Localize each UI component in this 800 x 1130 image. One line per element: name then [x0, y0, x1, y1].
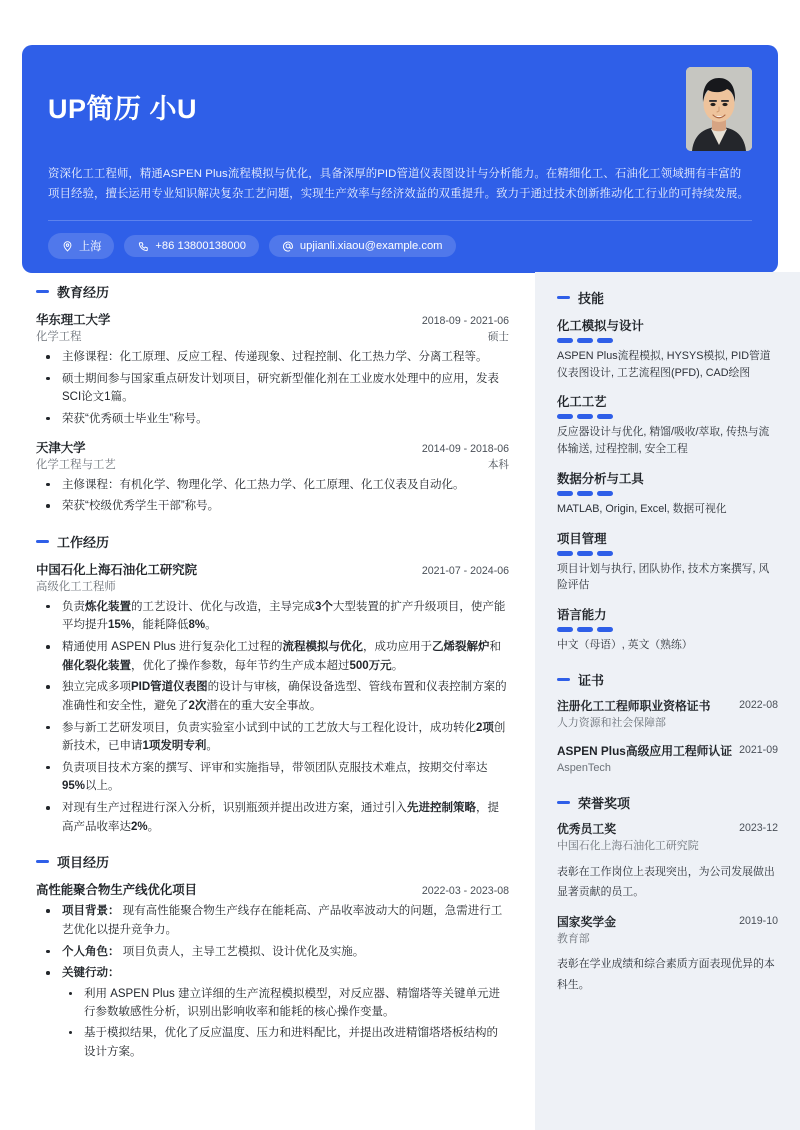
school-name: 华东理工大学	[36, 313, 111, 327]
list-item: 荣获“优秀硕士毕业生”称号。	[36, 410, 509, 429]
section-title-work	[36, 532, 509, 551]
skill-name: 化工模拟与设计	[557, 319, 644, 333]
resume-body	[0, 272, 800, 1130]
award-head	[557, 914, 778, 931]
award-head	[557, 821, 778, 838]
avatar-photo-icon	[686, 67, 752, 151]
list-item: 荣获“校级优秀学生干部”称号。	[36, 497, 509, 516]
resume-header	[22, 45, 778, 273]
skill-item	[557, 392, 778, 457]
major-name: 化学工程与工艺	[36, 458, 116, 471]
section-dash-icon	[36, 860, 49, 863]
skill-level-bars	[557, 338, 778, 343]
skill-item	[557, 529, 778, 594]
award-date: 2023-12	[739, 822, 778, 834]
list-item: 对现有生产过程进行深入分析，识别瓶颈并提出改进方案，通过引入先进控制策略，提高产品收率达2%。	[36, 799, 509, 836]
skill-bar-segment	[597, 551, 613, 556]
header-top-row	[48, 67, 752, 151]
education-entry	[36, 310, 509, 429]
certificate-head	[557, 698, 778, 715]
skill-bar-segment	[597, 491, 613, 496]
education-date: 2014-09 - 2018-06	[421, 442, 509, 455]
sidebar-section-certificates	[557, 670, 778, 777]
sidebar-column	[535, 272, 800, 1130]
main-column	[0, 272, 535, 1130]
list-item: 主修课程：有机化学、物理化学、化工热力学、化工原理、化工仪表及自动化。	[36, 476, 509, 495]
entry-header-row	[36, 880, 509, 898]
degree-label: 硕士	[487, 331, 509, 343]
skill-bar-segment	[577, 338, 593, 343]
certificate-head	[557, 743, 778, 760]
skill-description: 中文（母语）, 英文（熟练）	[557, 639, 693, 652]
skill-description: MATLAB, Origin, Excel, 数据可视化	[557, 502, 727, 515]
contact-phone-text: +86 13800138000	[155, 240, 246, 253]
company-name: 中国石化上海石油化工研究院	[36, 562, 198, 577]
list-item: 独立完成多项PID管道仪表图的设计与审核，确保设备选型、管线布置和仪表控制方案的准确性和安全性，避免了2次潜在的重大安全事故。	[36, 678, 509, 715]
location-pin-icon	[61, 240, 73, 252]
award-description: 表彰在学业成绩和综合素质方面表现优异的本科生。	[557, 958, 775, 991]
section-title-text: 荣誉奖项	[578, 796, 631, 811]
contact-chip-location[interactable]	[48, 233, 114, 259]
section-dash-icon	[36, 540, 49, 543]
phone-icon	[137, 240, 149, 252]
skill-bar-segment	[557, 414, 573, 419]
certificate-item	[557, 743, 778, 777]
section-dash-icon	[36, 290, 49, 293]
education-date: 2018-09 - 2021-06	[421, 315, 509, 327]
section-dash-icon	[557, 296, 570, 299]
section-work-experience	[36, 532, 509, 837]
skill-name: 项目管理	[557, 531, 607, 546]
section-title-skills	[557, 288, 778, 307]
entry-header-row	[36, 310, 509, 328]
skill-bar-segment	[597, 338, 613, 343]
section-title-text: 技能	[578, 291, 605, 306]
contact-email-text: upjianli.xiaou@example.com	[299, 240, 443, 253]
section-dash-icon	[557, 678, 570, 681]
project-sub-bullet-list	[62, 985, 509, 1062]
work-date: 2021-07 - 2024-06	[421, 564, 509, 577]
school-name: 天津大学	[36, 440, 86, 455]
contact-bar	[48, 220, 752, 273]
award-name: 优秀员工奖	[557, 822, 616, 836]
section-title-text: 项目经历	[57, 855, 110, 871]
skill-description: 项目计划与执行, 团队协作, 技术方案撰写, 风险评估	[557, 562, 770, 592]
section-project-experience	[36, 852, 509, 1061]
project-bullet-list	[36, 902, 509, 1061]
certificate-date: 2022-08	[739, 698, 778, 711]
list-item	[36, 964, 509, 1061]
list-item: 主修课程：化工原理、反应工程、传递现象、过程控制、化工热力学、分离工程等。	[36, 348, 509, 367]
award-name: 国家奖学金	[557, 914, 616, 929]
award-date: 2019-10	[739, 914, 778, 927]
degree-label: 本科	[487, 458, 509, 471]
skill-name: 数据分析与工具	[557, 471, 644, 486]
list-item: 基于模拟结果，优化了反应温度、压力和进料配比，并提出改进精馏塔塔板结构的设计方案。	[62, 1024, 509, 1061]
skill-level-bars	[557, 491, 778, 496]
skill-level-bars	[557, 627, 778, 632]
work-bullet-list	[36, 598, 509, 837]
project-date: 2022-03 - 2023-08	[421, 885, 509, 898]
list-item: 硕士期间参与国家重点研发计划项目，研究新型催化剂在工业废水处理中的应用，发表SCI论文1篇。	[36, 370, 509, 407]
list-item: 利用 ASPEN Plus 建立详细的生产流程模拟模型，对反应器、精馏塔等关键单元进行参数敏感性分析，识别出影响收率和能耗的核心操作变量。	[62, 985, 509, 1022]
skill-name: 语言能力	[557, 608, 607, 623]
section-education	[36, 282, 509, 516]
candidate-name: UP简历 小U	[48, 94, 198, 124]
skill-bar-segment	[597, 414, 613, 419]
certificate-date: 2021-09	[739, 744, 778, 757]
entry-header-row	[36, 560, 509, 578]
skill-description: 反应器设计与优化, 精馏/吸收/萃取, 传热与流体输送, 过程控制, 安全工程	[557, 426, 770, 456]
education-entry	[36, 438, 509, 516]
section-title-awards	[557, 793, 778, 812]
award-description: 表彰在工作岗位上表现突出，为公司发展做出显著贡献的员工。	[557, 865, 775, 898]
entry-sub-row	[36, 578, 509, 594]
list-item-label: 关键行动：	[62, 967, 120, 980]
skill-bar-segment	[577, 414, 593, 419]
entry-header-row	[36, 438, 509, 456]
skill-level-bars	[557, 414, 778, 419]
award-issuer: 教育部	[557, 932, 590, 945]
certificate-item	[557, 698, 778, 732]
skill-bar-segment	[577, 491, 593, 496]
major-name: 化学工程	[36, 331, 82, 343]
education-bullet-list	[36, 348, 509, 429]
skill-bar-segment	[577, 627, 593, 632]
skill-bar-segment	[557, 491, 573, 496]
skill-item	[557, 605, 778, 654]
section-title-text: 教育经历	[57, 285, 110, 300]
sidebar-section-skills	[557, 288, 778, 654]
work-entry	[36, 560, 509, 837]
sidebar-section-awards	[557, 793, 778, 995]
entry-sub-row	[36, 328, 509, 344]
certificate-name: ASPEN Plus高级应用工程师认证	[557, 744, 733, 759]
contact-chip-email[interactable]	[269, 235, 456, 257]
section-title-education	[36, 282, 509, 301]
list-item: 精通使用 ASPEN Plus 进行复杂化工过程的流程模拟与优化，成功应用于乙烯裂解炉和催化裂化装置，优化了操作参数，每年节约生产成本超过500万元。	[36, 638, 509, 675]
job-title: 高级化工工程师	[36, 580, 116, 593]
list-item: 负责炼化装置的工艺设计、优化与改造，主导完成3个大型装置的扩产升级项目，使产能平均提升15%，能耗降低8%。	[36, 598, 509, 635]
contact-chip-phone[interactable]	[124, 235, 259, 257]
certificate-name: 注册化工工程师职业资格证书	[557, 698, 711, 713]
skill-name: 化工工艺	[557, 395, 607, 410]
section-title-certificates	[557, 670, 778, 689]
skill-item	[557, 316, 778, 381]
certificate-issuer: 人力资源和社会保障部	[557, 716, 666, 729]
section-title-text: 证书	[578, 672, 605, 688]
list-item: 负责项目技术方案的撰写、评审和实施指导，带领团队克服技术难点，按期交付率达95%以上。	[36, 759, 509, 796]
award-item	[557, 821, 778, 902]
email-at-icon	[282, 240, 294, 252]
education-bullet-list	[36, 476, 509, 516]
skill-level-bars	[557, 551, 778, 556]
section-dash-icon	[557, 801, 570, 804]
skill-bar-segment	[557, 627, 573, 632]
list-item: 项目背景： 现有高性能聚合物生产线存在能耗高、产品收率波动大的问题，急需进行工艺优化以提升竞争力。	[36, 902, 509, 939]
award-item	[557, 914, 778, 995]
list-item: 参与新工艺研发项目，负责实验室小试到中试的工艺放大与工程化设计，成功转化2项创新技术，已申请1项发明专利。	[36, 719, 509, 756]
section-title-text: 工作经历	[57, 534, 110, 550]
contact-location-text: 上海	[79, 241, 102, 254]
skill-bar-segment	[597, 627, 613, 632]
skill-bar-segment	[557, 551, 573, 556]
list-item: 个人角色： 项目负责人，主导工艺模拟、设计优化及实施。	[36, 943, 509, 962]
skill-item	[557, 469, 778, 518]
skill-bar-segment	[557, 338, 573, 343]
skill-bar-segment	[577, 551, 593, 556]
entry-sub-row	[36, 456, 509, 472]
profile-summary: 资深化工工程师，精通ASPEN Plus流程模拟与优化，具备深厚的PID管道仪表图设计与分析能力。在精细化工、石油化工领域拥有丰富的项目经验，擅长运用专业知识解决复杂工艺问题，实现生产效率与经济效益的双重提升。致力于通过技术创新推动化工行业的可持续发展。	[48, 168, 749, 200]
name-block	[48, 67, 197, 125]
skill-description: ASPEN Plus流程模拟, HYSYS模拟, PID管道仪表图设计, 工艺流程图(PFD), CAD绘图	[557, 350, 771, 379]
project-entry	[36, 880, 509, 1061]
certificate-issuer: AspenTech	[557, 762, 611, 775]
project-name: 高性能聚合物生产线优化项目	[36, 883, 198, 898]
avatar	[686, 67, 752, 151]
section-title-project	[36, 852, 509, 871]
award-issuer: 中国石化上海石油化工研究院	[557, 839, 699, 852]
